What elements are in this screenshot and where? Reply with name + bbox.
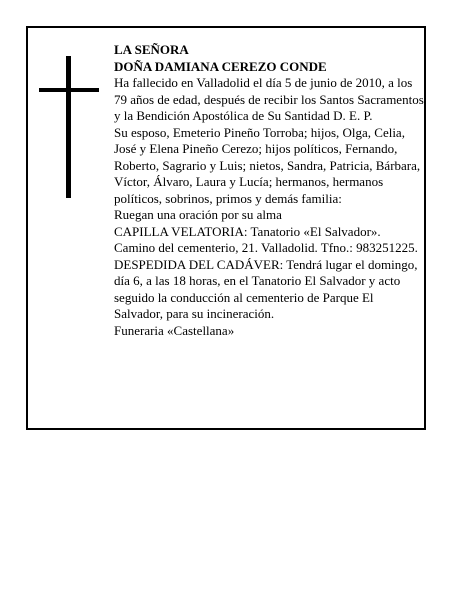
notice-title: LA SEÑORA <box>114 42 189 57</box>
cross-vertical-bar <box>66 56 71 198</box>
death-announcement: Ha fallecido en Valladolid el día 5 de junio de 2010, a los 79 años de edad, después de recibir los Santos Sacramentos y la Bendición Apostólica de Su Santidad D. E. P. <box>114 75 424 123</box>
notice-text <box>114 42 424 339</box>
farewell-info: DESPEDIDA DEL CADÁVER: Tendrá lugar el domingo, día 6, a las 18 horas, en el Tanatorio El Salvador y acto seguido la conducción al cementerio de Parque El Salvador, para su incineración. <box>114 256 418 321</box>
latin-cross-icon <box>39 56 99 198</box>
obituary-notice <box>26 26 426 430</box>
funeral-home: Funeraria «Castellana» <box>114 322 235 338</box>
prayer-request: Ruegan una oración por su alma <box>114 207 282 222</box>
chapel-info: CAPILLA VELATORIA: Tanatorio «El Salvador». Camino del cementerio, 21. Valladolid. Tfno.: 983251225. <box>114 223 418 255</box>
family-list: Su esposo, Emeterio Pineño Torroba; hijos, Olga, Celia, José y Elena Pineño Cerezo; hijos políticos, Fernando, Roberto, Sagrario y Luis; nietos, Sandra, Patricia, Bárbara, Víctor, Álvaro, Laura y Lucía; hermanos, hermanos políticos, sobrinos, primos y demás familia: <box>114 124 421 206</box>
cross-horizontal-bar <box>39 88 99 92</box>
deceased-name: DOÑA DAMIANA CEREZO CONDE <box>114 58 327 74</box>
